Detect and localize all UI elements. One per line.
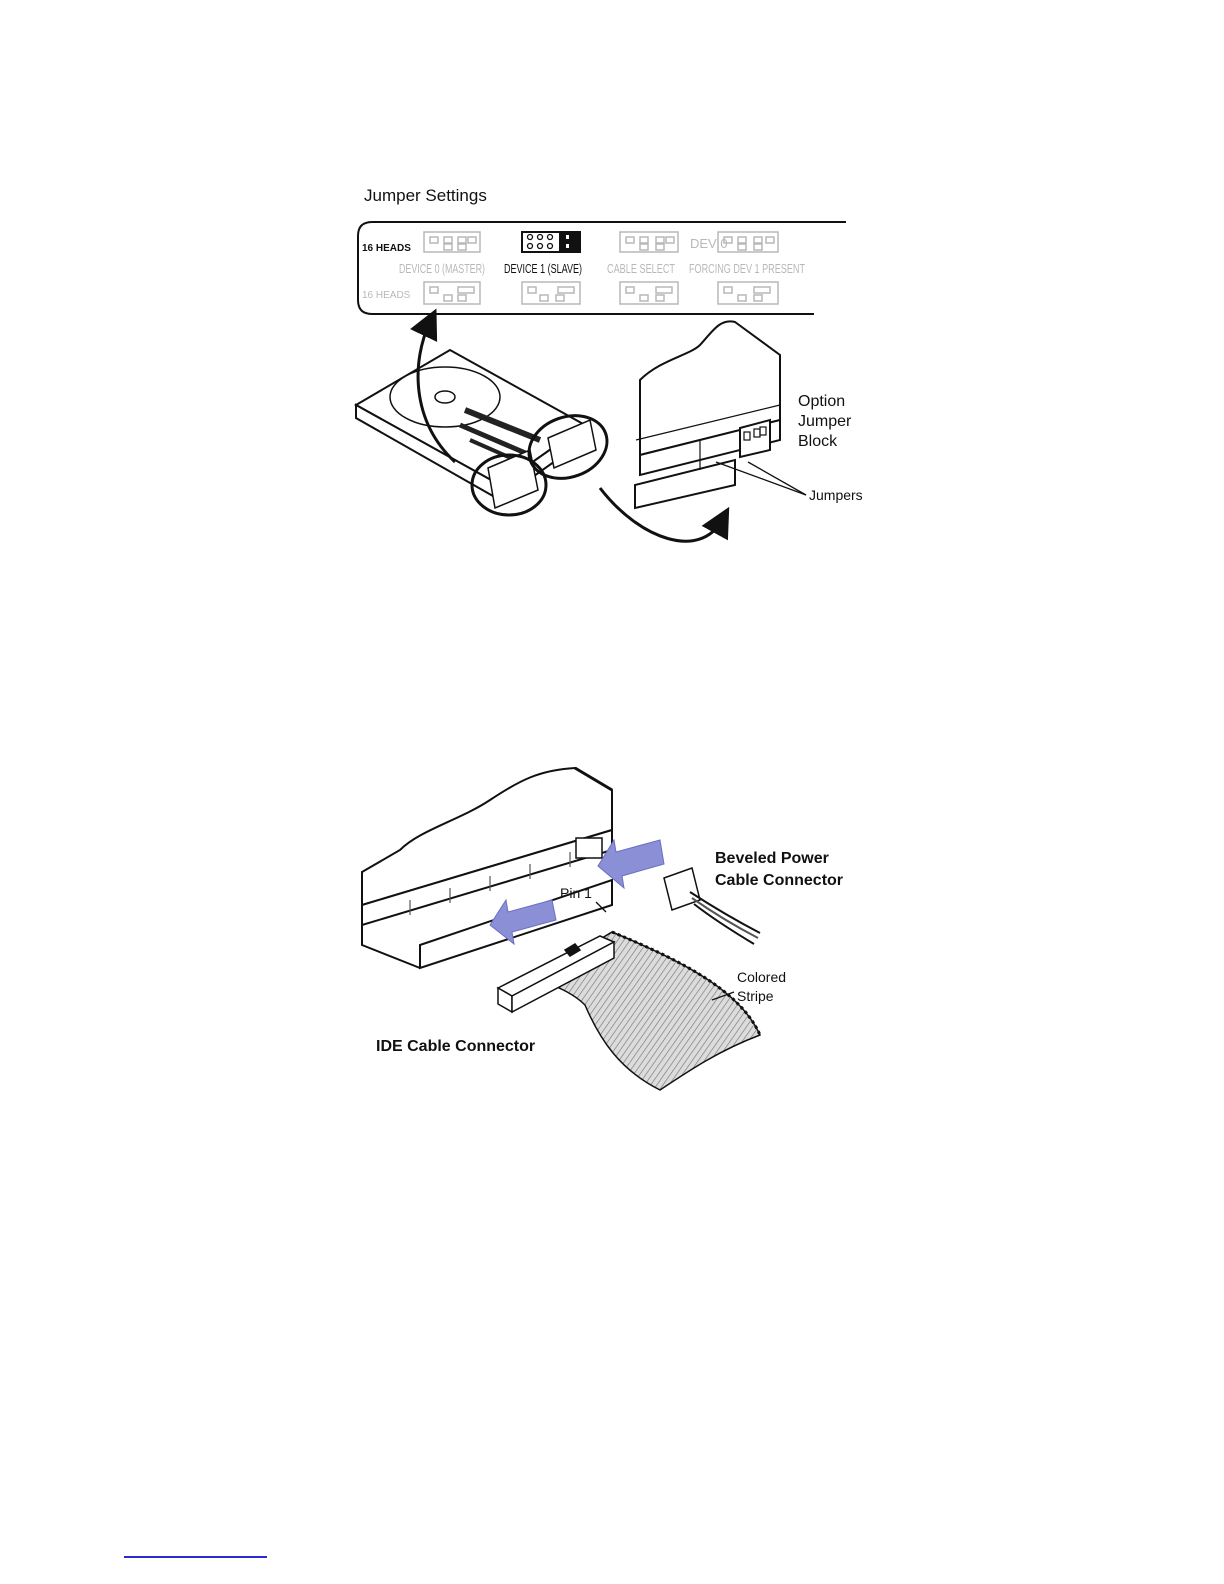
leader-jumpers-1 <box>748 462 806 495</box>
power-socket <box>576 838 602 858</box>
row-label-top: 16 HEADS <box>362 243 411 254</box>
setting-label-forcing: FORCING DEV 1 PRESENT <box>689 261 806 276</box>
callout-beveled-power-1: Beveled Power <box>715 850 829 867</box>
callout-colored: Colored <box>737 969 787 985</box>
cable-connector-figure <box>0 740 1224 1120</box>
row-label-bottom: 16 HEADS <box>362 290 411 301</box>
callout-beveled-power-2: Cable Connector <box>715 872 844 889</box>
jumper-diagram-cable-select-top <box>620 232 678 252</box>
jumper-diagram-row-bottom <box>424 282 778 304</box>
drive-back-illustration <box>362 768 612 968</box>
callout-block: Block <box>798 433 838 450</box>
setting-label-device1: DEVICE 1 (SLAVE) <box>504 261 582 276</box>
callout-jumpers: Jumpers <box>809 487 863 503</box>
callout-jumper: Jumper <box>798 413 852 430</box>
callout-ide-cable-connector: IDE Cable Connector <box>376 1038 536 1055</box>
callout-stripe: Stripe <box>737 988 774 1004</box>
footer-divider <box>124 1556 267 1558</box>
setting-label-cable-select: CABLE SELECT <box>607 261 676 276</box>
jumper-diagram-device0-top <box>424 232 480 252</box>
drive-detail-view <box>635 321 780 508</box>
callout-pin1: Pin 1 <box>560 885 592 901</box>
jumper-diagram-device1-top <box>522 232 580 252</box>
setting-label-device0: DEVICE 0 (MASTER) <box>399 261 485 276</box>
jumper-settings-figure <box>0 0 1224 600</box>
callout-option: Option <box>798 393 846 410</box>
jumper-settings-title: Jumper Settings <box>364 186 487 205</box>
dev0-prefix-label: DEV 0 <box>690 236 728 251</box>
